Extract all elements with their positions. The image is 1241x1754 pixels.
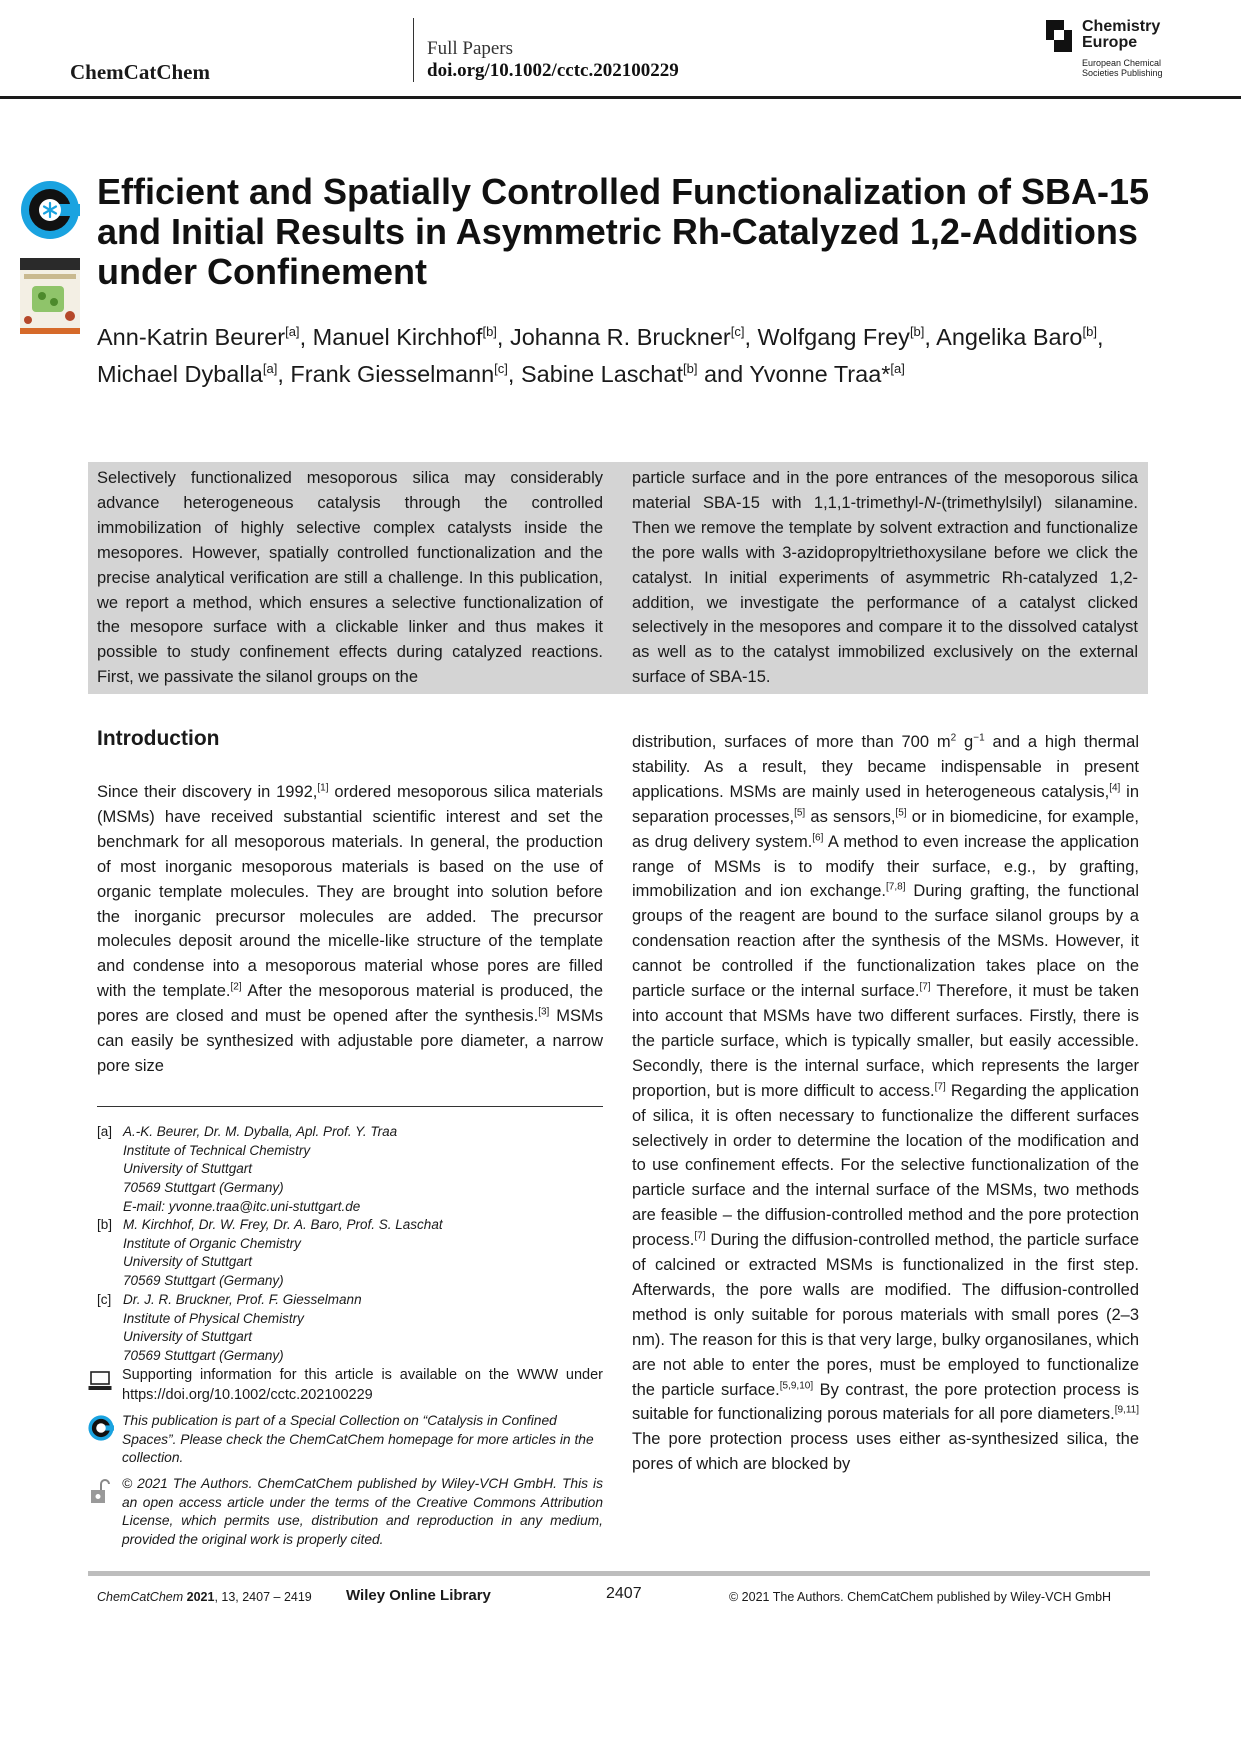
footer-citation-rest: , 13, 2407 – 2419 (214, 1590, 312, 1604)
reference-superscript[interactable]: [3] (538, 1006, 550, 1018)
special-collection-c-icon (88, 1415, 114, 1441)
article-title: Efficient and Spatially Controlled Functionalization of SBA-15 and Initial Results in Asymmetric Rh-Catalyzed 1,2-Additions under Confinement (97, 171, 1150, 292)
abstract-right-italic: N (923, 493, 936, 512)
footnote-line: M. Kirchhof, Dr. W. Frey, Dr. A. Baro, Prof. S. Laschat (123, 1217, 443, 1232)
introduction-text-left (97, 780, 603, 1079)
author-affiliation-marker: [c] (730, 324, 745, 339)
wiley-online-library-link[interactable]: Wiley Online Library (346, 1587, 491, 1604)
author-affiliation-marker: [a] (890, 360, 905, 376)
reference-superscript[interactable]: 2 (950, 732, 957, 744)
abstract-box (88, 462, 1148, 694)
doi-link[interactable]: doi.org/10.1002/cctc.202100229 (427, 60, 679, 81)
footer-copyright: © 2021 The Authors. ChemCatChem published by Wiley-VCH GmbH (729, 1590, 1112, 1604)
page-number: 2407 (606, 1585, 642, 1602)
author-list: Ann-Katrin Beurer[a], Manuel Kirchhof[b], Johanna R. Bruckner[c], Wolfgang Frey[b], Angelika Baro[b], Michael Dyballa[a], Frank Giesselmann[c], Sabine Laschat[b] and Yvonne Traa*[a] (97, 323, 1104, 387)
reference-superscript[interactable]: [5] (794, 807, 806, 819)
author-name: Sabine Laschat (520, 360, 683, 387)
text-run: During grafting, the functional groups of the reagent are bound to the surface silanol groups by a condensation reaction after the synthesis of the MSMs. However, it cannot be controlled if the functionalization takes place on the particle surface or the internal surface. (632, 882, 1139, 1001)
text-run: By contrast, the pore protection process is suitable for functionalizing porous materials for all pore diameters. (632, 1380, 1139, 1424)
author-name: Yvonne Traa* (749, 360, 891, 387)
text-run: Regarding the application of silica, it is often necessary to functionalize the different surfaces selectively in order to determine the location of the modification and to use confinement effects. For the selective functionalization of the particle surface and the internal surface of the MSMs, two methods are feasible – the diffusion-controlled method and the pore protection process. (632, 1081, 1140, 1250)
chemistry-europe-logo[interactable] (1046, 18, 1206, 82)
abstract-text-right (632, 466, 1138, 690)
reference-superscript[interactable]: −1 (973, 732, 985, 744)
introduction-heading: Introduction (97, 727, 220, 750)
author-affiliation-marker: [b] (682, 360, 698, 376)
text-run: After the mesoporous material is produced, the pores are closed and must be opened after the synthesis. (97, 982, 603, 1026)
journal-name: ChemCatChem (70, 60, 210, 84)
author-name: Ann-Katrin Beurer (97, 323, 286, 350)
footnote-tag: [a] (97, 1124, 113, 1139)
reference-superscript[interactable]: [7,8] (886, 881, 906, 893)
text-run: Since their discovery in 1992, (97, 783, 318, 801)
abstract-right-part2: -(trimethylsilyl) silanamine. Then we remove the template by solvent extraction and functionalize the pore walls with 3-azidopropyltriethoxysilane before we click the catalyst. In initial experiments of asymmetric Rh-catalyzed 1,2-addition, we investigate the performance of a catalyst clicked selectively in the mesopores and compare it to the dissolved catalyst as well as to the catalyst immobilized exclusively on the external surface of SBA-15. (632, 493, 1138, 687)
text-run: or in biomedicine, for example, as drug delivery system. (632, 807, 1139, 851)
text-run: MSMs can easily be synthesized with adjustable pore diameter, a narrow pore size (97, 1007, 603, 1075)
reference-superscript[interactable]: [9,11] (1114, 1404, 1139, 1416)
abstract-text-left: Selectively functionalized mesoporous silica may considerably advance heterogeneous catalysis through the controlled immobilization of highly selective complex catalysts inside the mesopores. However, spatially controlled functionalization and the precise analytical verification are still a challenge. In this publication, we report a method, which ensures a selective functionalization of the mesopore surface with a clickable linker and thus makes it possible to study confinement effects during catalyzed reactions. First, we passivate the silanol groups on the (97, 469, 603, 687)
article-type: Full Papers (427, 38, 514, 59)
text-run: as sensors, (805, 807, 896, 826)
introduction-text-right (632, 730, 1139, 1477)
text-run: The pore protection process uses either as-synthesized silica, the pores of which are blocked by (632, 1430, 1139, 1474)
reference-superscript[interactable]: [6] (812, 832, 824, 844)
logo-line-societies-publishing: Societies Publishing (1082, 68, 1163, 78)
footer-citation-journal: ChemCatChem (97, 1590, 184, 1604)
reference-superscript[interactable]: [7] (694, 1230, 706, 1242)
text-run: in separation processes, (632, 782, 1139, 826)
author-name: Manuel Kirchhof (312, 323, 483, 350)
author-name: Wolfgang Frey (757, 323, 910, 350)
reference-superscript[interactable]: [5] (895, 807, 907, 819)
footnote-line: University of Stuttgart (123, 1329, 253, 1345)
footer-citation-year: 2021 (186, 1590, 215, 1604)
reference-superscript[interactable]: [2] (230, 981, 242, 993)
computer-icon (88, 1371, 112, 1391)
special-collection-note: This publication is part of a Special Collection on “Catalysis in Confined Spaces”. Please check the ChemCatChem homepage for more articles in the collection. (122, 1413, 594, 1466)
supporting-information-note: Supporting information for this article is available on the WWW under https://doi.org/10.1002/cctc.202100229 (122, 1367, 603, 1403)
special-collection-c-icon[interactable] (20, 180, 80, 240)
abstract-right-part1: particle surface and in the pore entrances of the mesoporous silica material SBA-15 with 1,1,1-trimethyl- (632, 469, 1138, 512)
footnote-line: Dr. J. R. Bruckner, Prof. F. Giesselmann (123, 1292, 362, 1307)
reference-superscript[interactable]: [4] (1109, 782, 1121, 794)
logo-line-european-chemical: European Chemical (1082, 58, 1162, 68)
reference-superscript[interactable]: [5,9,10] (779, 1380, 814, 1392)
chemistry-europe-mark-icon (1046, 20, 1072, 52)
author-name: Frank Giesselmann (290, 360, 495, 387)
footnote-tag: [b] (97, 1217, 113, 1232)
author-affiliation-marker: [b] (909, 324, 925, 339)
footnote-line: Institute of Technical Chemistry (123, 1142, 311, 1158)
footer-rule (88, 1571, 1150, 1576)
text-run: A method to even increase the application range of MSMs is to modify their surface, e.g., by grafting, immobilization and ion exchange. (632, 832, 1139, 901)
author-and: and (703, 360, 744, 387)
footnote-line: Institute of Physical Chemistry (123, 1310, 304, 1326)
author-name: Johanna R. Bruckner (509, 323, 731, 350)
text-run: ordered mesoporous silica materials (MSMs) have received substantial scientific interest and set the benchmark for all mesoporous materials. In general, the production of most inorganic mesoporous materials is based on the use of organic template molecules. They are brought into solution before the inorganic precursor molecules are added. The precursor molecules deposit around the micelle-like structure of the template and condense into a mesoporous material whose pores are filled with the template. (97, 783, 603, 1001)
footnote-line: A.-K. Beurer, Dr. M. Dyballa, Apl. Prof. Y. Traa (123, 1124, 398, 1139)
footnote-line: University of Stuttgart (123, 1161, 253, 1177)
open-access-lock-icon (90, 1478, 112, 1504)
text-run: g (956, 733, 974, 751)
footer-citation (97, 1590, 312, 1604)
footnote-rule (97, 1106, 603, 1107)
author-name: Angelika Baro (936, 323, 1083, 350)
footnote-line: 70569 Stuttgart (Germany) (123, 1273, 284, 1289)
header-rule (0, 96, 1241, 99)
author-name: Michael Dyballa (97, 360, 263, 387)
text-run: distribution, surfaces of more than 700 m (632, 733, 951, 751)
logo-line-europe: Europe (1082, 34, 1138, 51)
journal-cover-thumbnail-icon[interactable] (20, 258, 80, 334)
author-affiliation-marker: [c] (494, 360, 508, 376)
text-run: Therefore, it must be taken into account that MSMs have two different surfaces. Firstly, there is the particle surface, which is typically smaller, but easily accessible. Secondly, there is the internal surface, which represents the larger proportion, but is more difficult to access. (632, 982, 1140, 1100)
author-affiliation-marker: [a] (262, 360, 278, 376)
footnote-line: E-mail: yvonne.traa@itc.uni-stuttgart.de (123, 1198, 361, 1214)
footnote-line: 70569 Stuttgart (Germany) (123, 1348, 284, 1364)
footnote-line: 70569 Stuttgart (Germany) (123, 1180, 284, 1196)
text-run: and a high thermal stability. As a result, they became indispensable in present applications. MSMs are mainly used in heterogeneous catalysis, (632, 733, 1140, 801)
reference-superscript[interactable]: [1] (317, 782, 329, 794)
footnote-line: University of Stuttgart (123, 1254, 253, 1270)
footnote-tag: [c] (97, 1292, 112, 1307)
author-affiliation-marker: [b] (482, 324, 497, 339)
author-affiliation-marker: [b] (1082, 324, 1097, 339)
reference-superscript[interactable]: [7] (919, 981, 931, 993)
logo-line-chemistry: Chemistry (1082, 18, 1161, 35)
author-affiliation-marker: [a] (285, 324, 300, 339)
text-run: During the diffusion-controlled method, the particle surface of calcined or extracted MSMs is functionalized in the first step. Afterwards, the pore walls are modified. The diffusion-controlled method is only suitable for porous materials with small pores (2–3 nm). The reason for this is that very large, bulky organosilanes, which are not able to enter the pores, must be employed to functionalize the particle surface. (632, 1231, 1139, 1399)
reference-superscript[interactable]: [7] (934, 1081, 946, 1093)
footnote-line: Institute of Organic Chemistry (123, 1235, 301, 1251)
open-access-note: © 2021 The Authors. ChemCatChem published by Wiley-VCH GmbH. This is an open access article under the terms of the Creative Commons Attribution License, which permits use, distribution and reproduction in any medium, provided the original work is properly cited. (122, 1476, 603, 1547)
header-divider (413, 18, 414, 82)
